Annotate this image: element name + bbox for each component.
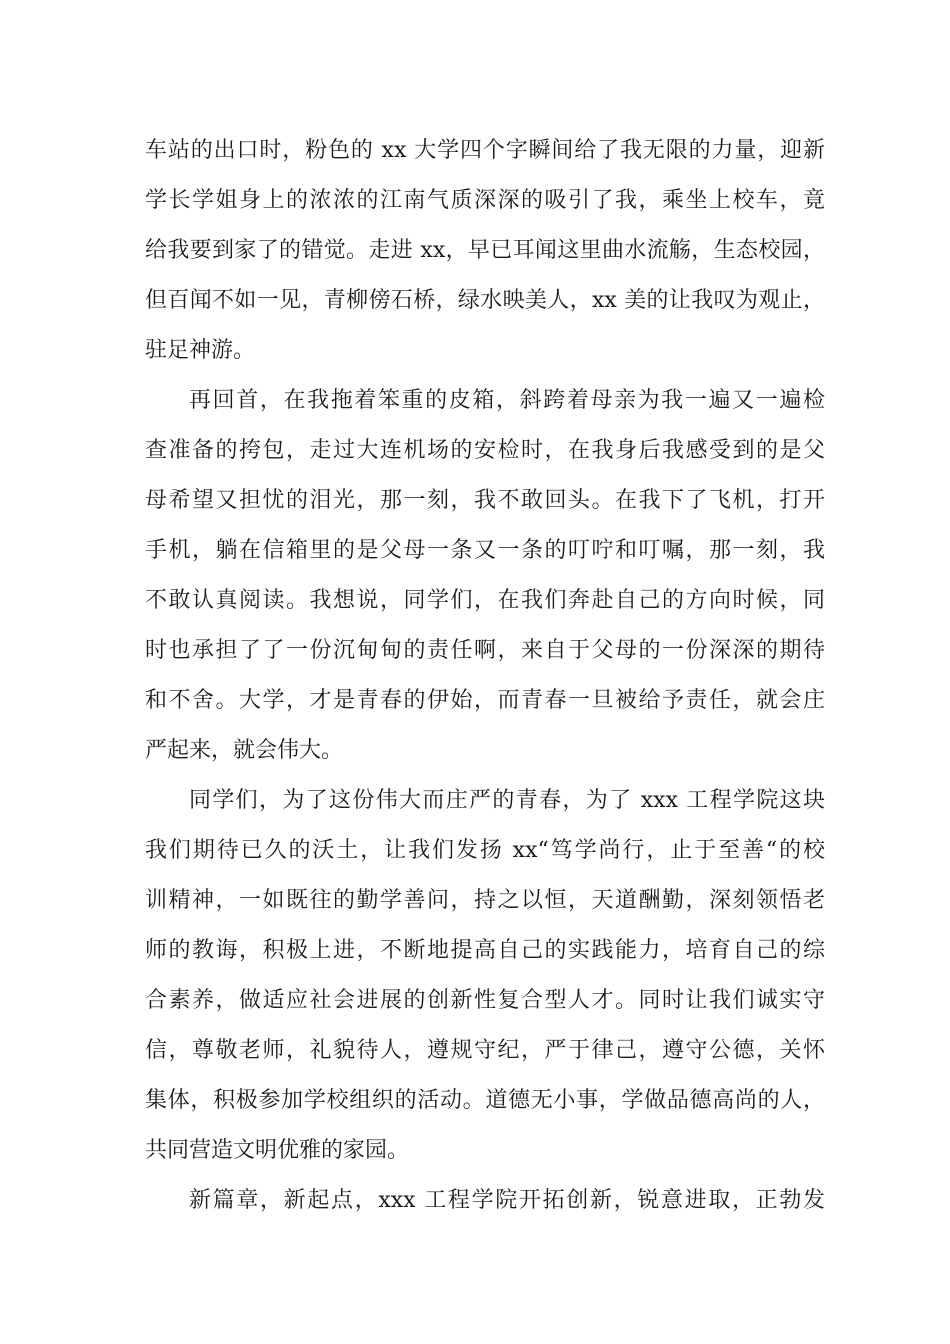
text-line: 集体，积极参加学校组织的活动。道德无小事，学做品德高尚的人， (145, 1088, 825, 1113)
text-line: 查准备的挎包，走过大连机场的安检时，在我身后我感受到的是父 (145, 438, 825, 463)
text-line: 新篇章，新起点，xxx 工程学院开拓创新，锐意进取，正勃发 (189, 1188, 825, 1213)
text-line: 驻足神游。 (145, 338, 256, 363)
text-line: 再回首，在我拖着笨重的皮箱，斜跨着母亲为我一遍又一遍检 (189, 388, 825, 413)
text-line: 车站的出口时，粉色的 xx 大学四个字瞬间给了我无限的力量，迎新 (145, 138, 825, 163)
text-line: 时也承担了了一份沉甸甸的责任啊，来自于父母的一份深深的期待 (145, 638, 825, 663)
text-line: 我们期待已久的沃土，让我们发扬 xx“笃学尚行，止于至善“的校 (145, 838, 825, 863)
text-line: 不敢认真阅读。我想说，同学们，在我们奔赴自己的方向时候，同 (145, 588, 825, 613)
text-line: 共同营造文明优雅的家园。 (145, 1138, 410, 1163)
text-line: 和不舍。大学，才是青春的伊始，而青春一旦被给予责任，就会庄 (145, 688, 825, 713)
text-line: 训精神，一如既往的勤学善问，持之以恒，天道酬勤，深刻领悟老 (145, 888, 825, 913)
text-line: 但百闻不如一见，青柳傍石桥，绿水映美人，xx 美的让我叹为观止， (145, 288, 825, 313)
text-line: 手机，躺在信箱里的是父母一条又一条的叮咛和叮嘱，那一刻，我 (145, 538, 825, 563)
text-line: 给我要到家了的错觉。走进 xx，早已耳闻这里曲水流觞，生态校园， (145, 238, 825, 263)
text-line: 合素养，做适应社会进展的创新性复合型人才。同时让我们诚实守 (145, 988, 825, 1013)
text-line: 母希望又担忧的泪光，那一刻，我不敢回头。在我下了飞机，打开 (145, 488, 825, 513)
text-line: 师的教诲，积极上进，不断地提高自己的实践能力，培育自己的综 (145, 938, 825, 963)
document-body (145, 126, 825, 1226)
text-line: 信，尊敬老师，礼貌待人，遵规守纪，严于律己，遵守公德，关怀 (145, 1038, 825, 1063)
text-line: 同学们，为了这份伟大而庄严的青春，为了 xxx 工程学院这块 (189, 788, 825, 813)
text-line: 严起来，就会伟大。 (145, 738, 344, 763)
text-line: 学长学姐身上的浓浓的江南气质深深的吸引了我，乘坐上校车，竟 (145, 188, 825, 213)
